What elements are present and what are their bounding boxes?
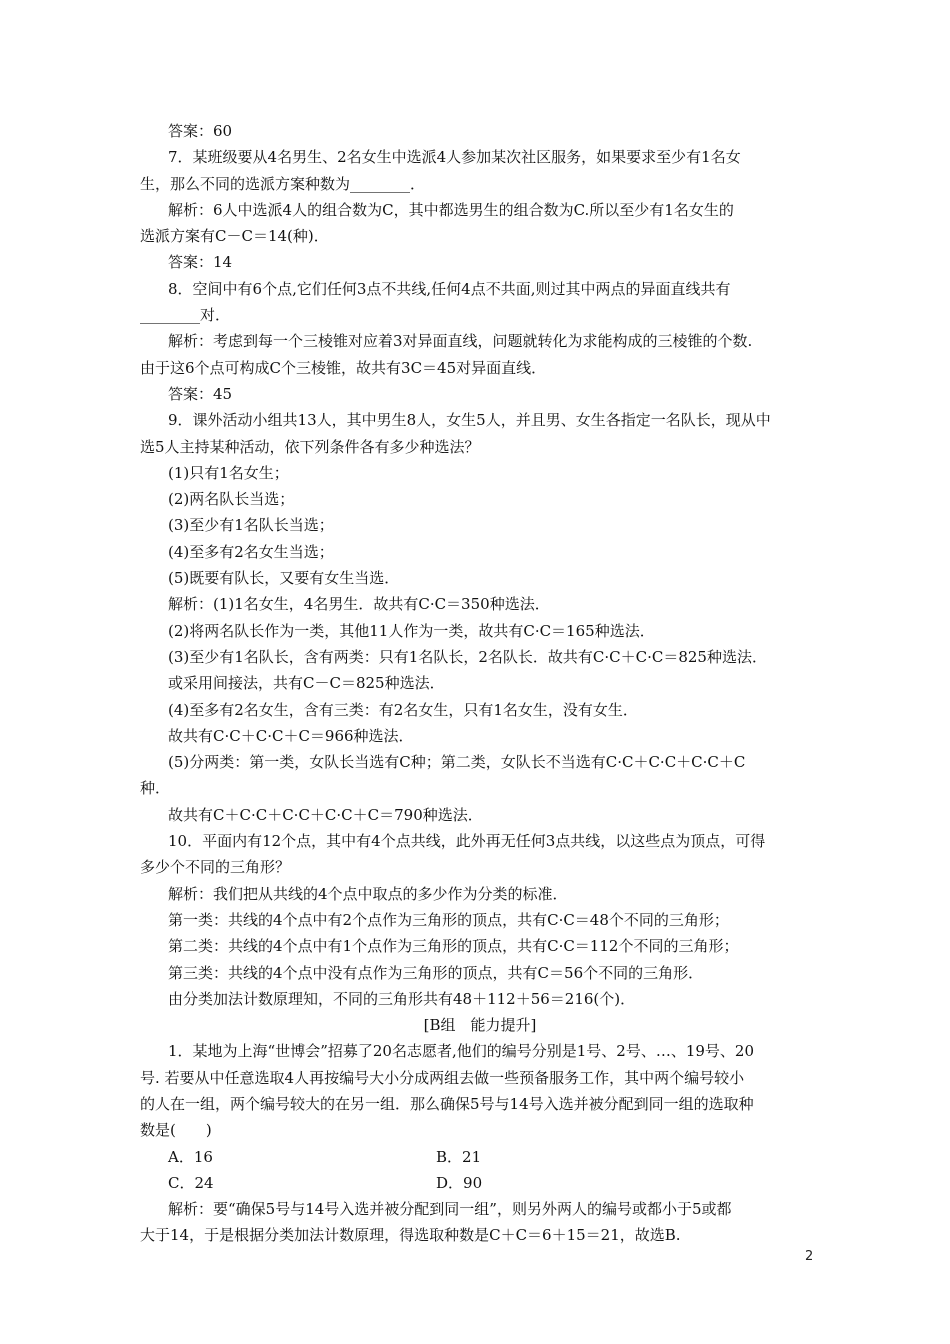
option-a: A．16 xyxy=(168,1147,213,1166)
document-body xyxy=(140,118,820,1249)
option-c: C．24 xyxy=(168,1173,214,1192)
question-9-condition-1: (1)只有1名女生； xyxy=(168,463,289,482)
solution-9-part-1: 解析：(1)1名女生，4名男生．故共有C·C＝350种选法． xyxy=(168,595,550,614)
question-b1-line-1: 1．某地为上海“世博会”招募了20名志愿者,他们的编号分别是1号、2号、…、19号、20 xyxy=(168,1042,754,1061)
question-9-line-2: 选5人主持某种活动，依下列条件各有多少种选法？ xyxy=(140,437,480,456)
question-7-line-1: 7．某班级要从4名男生、2名女生中选派4人参加某次社区服务，如果要求至少有1名女 xyxy=(168,148,741,167)
answer-7: 答案：14 xyxy=(168,253,233,272)
question-9-condition-4: (4)至多有2名女生当选； xyxy=(168,542,334,561)
answer-8: 答案：45 xyxy=(168,384,233,403)
solution-7-line-1: 解析：6人中选派4人的组合数为C，其中都选男生的组合数为C.所以至少有1名女生的 xyxy=(168,200,734,219)
options-row-2 xyxy=(140,1170,820,1196)
answer-6: 答案：60 xyxy=(168,122,233,140)
question-9-line-1: 9．课外活动小组共13人，其中男生8人，女生5人，并且男、女生各指定一名队长，现从中 xyxy=(168,411,771,430)
solution-10-intro: 解析：我们把从共线的4个点中取点的多少作为分类的标准． xyxy=(168,884,568,903)
solution-10-case-2: 第二类：共线的4个点中有1个点作为三角形的顶点，共有C·C＝112个不同的三角形； xyxy=(168,937,739,956)
solution-9-part-4: (4)至多有2名女生，含有三类：有2名女生，只有1名女生，没有女生． xyxy=(168,700,638,719)
solution-10-case-3: 第三类：共线的4个点中没有点作为三角形的顶点，共有C＝56个不同的三角形． xyxy=(168,963,704,982)
question-b1-line-2: 号. 若要从中任意选取4人再按编号大小分成两组去做一些预备服务工作，其中两个编号较小 xyxy=(140,1068,745,1087)
question-10-line-2: 多少个不同的三角形？ xyxy=(140,858,291,877)
section-heading-b: [B组 能力提升] xyxy=(423,1016,537,1035)
solution-10-result: 由分类加法计数原理知，不同的三角形共有48＋112＋56＝216(个)． xyxy=(168,989,636,1008)
solution-9-part-4-result: 故共有C·C＋C·C＋C＝966种选法． xyxy=(168,726,414,745)
question-b1-line-4: 数是( ) xyxy=(140,1121,212,1140)
question-9-condition-5: (5)既要有队长，又要有女生当选． xyxy=(168,569,400,588)
solution-b1-line-2: 大于14，于是根据分类加法计数原理，得选取种数是C＋C＝6＋15＝21，故选B. xyxy=(140,1226,681,1245)
solution-9-part-5-cont: 种． xyxy=(140,779,171,798)
solution-7-line-2: 选派方案有C－C＝14(种)． xyxy=(140,227,329,246)
question-8-line-1: 8．空间中有6个点,它们任何3点不共线,任何4点不共面,则过其中两点的异面直线共有 xyxy=(168,279,731,298)
solution-10-case-1: 第一类：共线的4个点中有2个点作为三角形的顶点，共有C·C＝48个不同的三角形； xyxy=(168,910,729,929)
solution-8-line-2: 由于这6个点可构成C个三棱锥，故共有3C＝45对异面直线． xyxy=(140,358,547,377)
solution-9-part-2: (2)将两名队长作为一类，其他11人作为一类，故共有C·C＝165种选法． xyxy=(168,621,655,640)
solution-8-line-1: 解析：考虑到每一个三棱锥对应着3对异面直线，问题就转化为求能构成的三棱锥的个数. xyxy=(168,332,753,351)
solution-9-part-5: (5)分两类：第一类，女队长当选有C种；第二类，女队长不当选有C·C＋C·C＋C·C＋C xyxy=(168,753,746,772)
solution-9-part-3: (3)至少有1名队长，含有两类：只有1名队长，2名队长．故共有C·C＋C·C＝825种选法． xyxy=(168,647,767,666)
question-8-line-2: ________对． xyxy=(140,306,231,325)
question-7-line-2: 生，那么不同的选派方案种数为________． xyxy=(140,174,426,193)
question-9-condition-3: (3)至少有1名队长当选； xyxy=(168,516,334,535)
solution-b1-line-1: 解析：要“确保5号与14号入选并被分配到同一组”，则另外两人的编号或都小于5或都 xyxy=(168,1200,732,1219)
question-10-line-1: 10．平面内有12个点，其中有4个点共线，此外再无任何3点共线，以这些点为顶点，可得 xyxy=(168,832,766,851)
page-number: 2 xyxy=(805,1249,814,1264)
question-b1-line-3: 的人在一组，两个编号较大的在另一组．那么确保5号与14号入选并被分配到同一组的选取种 xyxy=(140,1094,754,1113)
options-row-1 xyxy=(140,1144,820,1170)
solution-9-part-5-result: 故共有C＋C·C＋C·C＋C·C＋C＝790种选法． xyxy=(168,805,483,824)
option-d: D．90 xyxy=(436,1173,483,1192)
solution-9-part-3-alt: 或采用间接法，共有C－C＝825种选法． xyxy=(168,674,445,693)
question-9-condition-2: (2)两名队长当选； xyxy=(168,490,295,509)
option-b: B．21 xyxy=(436,1147,482,1166)
